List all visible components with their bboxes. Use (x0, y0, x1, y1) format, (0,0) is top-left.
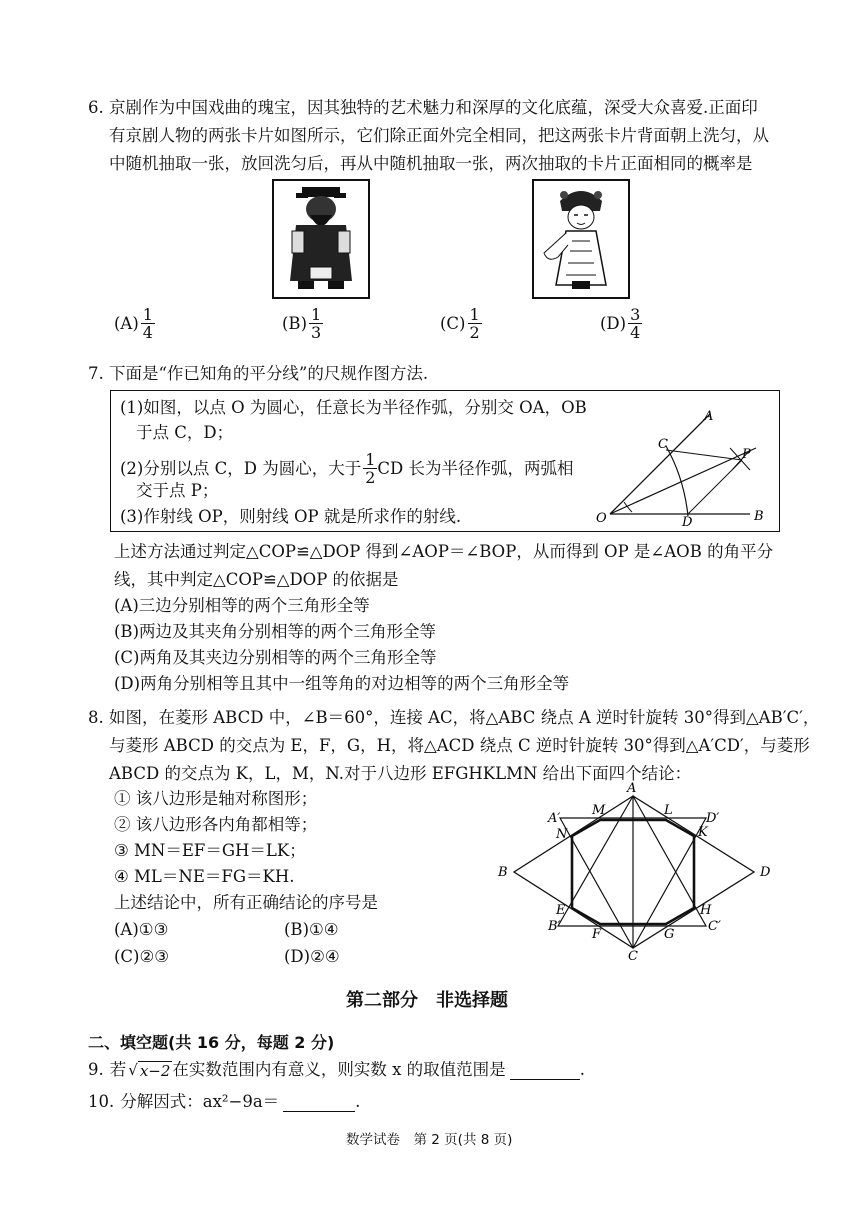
q8-fig-label-f: F (592, 927, 602, 942)
q8-fig-label-g: G (664, 927, 675, 942)
q6-line-1: 京剧作为中国戏曲的瑰宝，因其独特的艺术魅力和深厚的文化底蕴，深受大众喜爱.正面印 (109, 98, 758, 117)
q8-fig-label-c: C (628, 949, 638, 962)
q8-fig-label-a-prime: A′ (548, 811, 561, 826)
q8-line-1: 如图，在菱形 ABCD 中，∠B＝60°，连接 AC，将△ABC 绕点 A 逆时针旋转 30°得到△AB′C′， (109, 708, 820, 727)
q6-option-d-label: (D) (600, 314, 627, 333)
q8-option-c[interactable]: (C)②③ (114, 947, 170, 966)
q7-fig-label-d: D (682, 515, 693, 528)
q8-conclusion-3: ③ MN＝EF＝GH＝LK； (114, 841, 306, 860)
q6-line-3: 中随机抽取一张，放回洗匀后，再从中随机抽取一张，两次抽取的卡片正面相同的概率是 (109, 154, 753, 173)
q6-option-d-fraction: $\frac{3}{4}$ (630, 305, 641, 342)
q6-option-a[interactable] (114, 306, 155, 341)
q7-intro: 下面是“作已知角的平分线”的尺规作图方法. (109, 364, 429, 383)
q7-option-c[interactable]: (C)两角及其夹边分别相等的两个三角形全等 (114, 648, 437, 667)
q7-step-2c: 交于点 P； (136, 481, 219, 500)
q7-step-3: (3)作射线 OP，则射线 OP 就是所求作的射线. (120, 507, 462, 526)
q9-post: 在实数范围内有意义，则实数 x 的取值范围是 (172, 1060, 506, 1079)
q8-fig-label-n: N (556, 827, 568, 842)
section-2-subtitle: 二、填空题(共 16 分，每题 2 分) (88, 1033, 335, 1052)
q8-option-b[interactable]: (B)①④ (284, 920, 339, 939)
q9-answer-blank[interactable] (510, 1061, 580, 1080)
q8-fig-label-a: A (627, 781, 637, 796)
q8-rhombus-figure (492, 780, 784, 962)
q9-line (88, 1058, 585, 1082)
q7-step-1b: 于点 C，D； (136, 423, 234, 442)
q7-number: 7. (88, 364, 104, 383)
q8-fig-label-d: D (760, 865, 771, 880)
q8-fig-label-b: B (498, 865, 508, 880)
q6-option-c-fraction: $\frac{1}{2}$ (469, 305, 480, 342)
q9-pre: 若 (109, 1060, 127, 1079)
q7-fig-label-o: O (596, 511, 607, 526)
q8-fig-label-c-prime: C′ (708, 919, 721, 934)
q8-conclusion-1: ① 该八边形是轴对称图形； (114, 789, 318, 808)
q10-pre: 分解因式：ax²−9a＝ (120, 1092, 280, 1111)
q9-radical-sign: √ (128, 1061, 138, 1079)
opera-figure-male-icon (274, 181, 368, 297)
q7-fig-label-b: B (754, 509, 764, 524)
q8-fig-label-d-prime: D′ (706, 811, 720, 826)
q8-line-2: 与菱形 ABCD 的交点为 E，F，G，H，将△ACD 绕点 C 逆时针旋转 30°得到△A′CD′，与菱形 (109, 736, 810, 755)
q10-line (88, 1090, 360, 1114)
q8-fig-label-l: L (664, 803, 673, 818)
section-2-title: 第二部分 非选择题 (346, 990, 508, 1011)
q10-answer-blank[interactable] (283, 1093, 355, 1112)
q8-number: 8. (88, 708, 104, 727)
q6-option-b-label: (B) (282, 314, 307, 333)
opera-card-right (532, 179, 630, 299)
q7-step-2b-text: CD 长为半径作弧，两弧相 (377, 458, 574, 478)
q6-option-a-label: (A) (114, 314, 139, 333)
q6-line-2: 有京剧人物的两张卡片如图所示，它们除正面外完全相同，把这两张卡片背面朝上洗匀，从 (109, 126, 769, 145)
opera-figure-female-icon (534, 181, 628, 297)
q7-after-1: 上述方法通过判定△COP≌△DOP 得到∠AOP＝∠BOP，从而得到 OP 是∠AOB 的角平分 (114, 542, 774, 561)
q6-option-d[interactable] (600, 306, 642, 341)
q6-option-c[interactable] (440, 306, 482, 341)
q7-option-b[interactable]: (B)两边及其夹角分别相等的两个三角形全等 (114, 622, 436, 641)
q9-radicand: x−2 (139, 1061, 171, 1080)
q6-option-b-fraction: $\frac{1}{3}$ (311, 305, 322, 342)
q8-conclusion-4: ④ ML＝NE＝FG＝KH. (114, 867, 295, 886)
q6-option-a-fraction: $\frac{1}{4}$ (142, 305, 153, 342)
q8-line-3: ABCD 的交点为 K，L，M，N.对于八边形 EFGHKLMN 给出下面四个结论： (109, 764, 692, 783)
opera-card-left (272, 179, 370, 299)
q7-angle-bisector-figure (580, 404, 776, 528)
q8-fig-label-k: K (698, 825, 708, 840)
q6-number: 6. (88, 98, 104, 117)
q6-option-b[interactable] (282, 306, 323, 341)
q10-end: . (355, 1092, 361, 1111)
q8-option-d[interactable]: (D)②④ (284, 947, 340, 966)
q7-fig-label-c: C (658, 437, 668, 452)
q8-fig-label-b-prime: B′ (548, 919, 561, 934)
page-footer: 数学试卷 第 2 页(共 8 页) (346, 1132, 513, 1148)
q7-after-2: 线，其中判定△COP≌△DOP 的依据是 (114, 570, 399, 589)
q7-option-d[interactable]: (D)两角分别相等且其中一组等角的对边相等的两个三角形全等 (114, 674, 570, 693)
q7-option-a[interactable]: (A)三边分别相等的两个三角形全等 (114, 596, 370, 615)
q7-fig-label-a: A (704, 409, 714, 424)
q7-step-2-fraction: $\frac{1}{2}$ (365, 450, 376, 487)
q9-number: 9. (88, 1060, 104, 1079)
q7-step-2a-text: (2)分别以点 C，D 为圆心，大于 (120, 458, 362, 478)
q8-ask: 上述结论中，所有正确结论的序号是 (114, 893, 378, 912)
q7-step-1a: (1)如图，以点 O 为圆心，任意长为半径作弧，分别交 OA，OB (120, 398, 587, 417)
q8-conclusion-2: ② 该八边形各内角都相等； (114, 815, 318, 834)
q8-fig-label-m: M (592, 803, 606, 818)
q8-fig-label-h: H (700, 903, 712, 918)
q8-option-a[interactable]: (A)①③ (114, 920, 169, 939)
q8-fig-label-e: E (556, 903, 566, 918)
q10-number: 10. (88, 1092, 115, 1111)
q7-fig-label-p: P (742, 447, 751, 462)
q6-option-c-label: (C) (440, 314, 466, 333)
q9-end: . (579, 1060, 585, 1079)
